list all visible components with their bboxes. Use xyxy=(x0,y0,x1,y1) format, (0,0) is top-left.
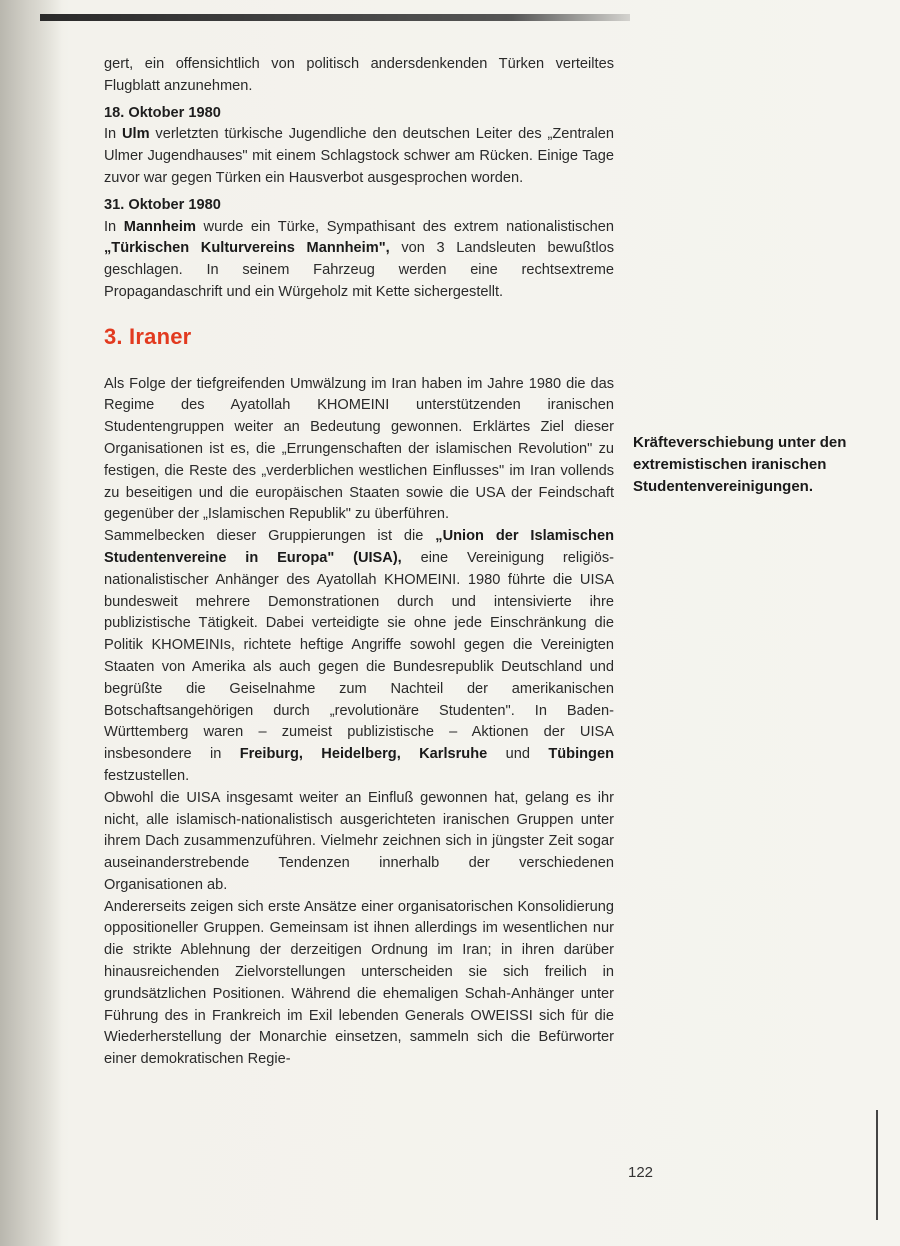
page-edge-line xyxy=(876,1110,878,1220)
organization-uisa: „Union der Islamischen Studentenvereine in Europa" (UISA), xyxy=(104,528,614,566)
entry-date-2: 31. Oktober 1980 xyxy=(104,196,221,213)
body-paragraph-4: Andererseits zeigen sich erste Ansätze einer organisatorischen Konsolidierung oppositioneller Gruppen. Gemeinsam ist ihnen allerdings im wesentlichen nur die strikte Ablehnung der derzeitigen Ordnung im Iran; in ihren darüber hinausreichenden Zielvorstellungen unterscheiden sie sich freilich in grundsätzlichen Positionen. Während die ehemaligen Schah-Anhänger unter Führung des in Frankreich im Exil lebenden Generals OWEISSI sich für die Wiederherstellung der Monarchie einsetzen, sammeln sich die Befürworter einer demokratischen Regie- xyxy=(104,898,614,1068)
section-heading: 3. Iraner xyxy=(104,323,192,349)
city-tuebingen: Tübingen xyxy=(548,746,614,763)
body-paragraph-3: Obwohl die UISA insgesamt weiter an Einfluß gewonnen hat, gelang es ihr nicht, alle islamisch-nationalistisch ausgerichteten iranischen Gruppen unter ihrem Dach zusammenzuführen. Vielmehr zeichnen sich in jüngster Zeit sogar auseinanderstrebende Tendenzen innerhalb der verschiedenen Organisationen ab. xyxy=(104,789,614,893)
book-spine-shadow xyxy=(0,0,62,1246)
margin-note: Kräfteverschiebung unter den extremistischen iranischen Studentenvereinigungen. xyxy=(633,434,847,495)
top-rule xyxy=(40,14,630,21)
city-ulm: Ulm xyxy=(122,126,150,143)
intro-paragraph: gert, ein offensichtlich von politisch andersdenkenden Türken verteiltes Flugblatt anzunehmen. xyxy=(104,56,614,94)
body-paragraph-1: Als Folge der tiefgreifenden Umwälzung im Iran haben im Jahre 1980 die das Regime des Ayatollah KHOMEINI unterstützenden iranischen Studentengruppen weiter an Bedeutung gewonnen. Erklärtes Ziel dieser Organisationen ist es, die „Errungenschaften der islamischen Revolution" zu festigen, die Reste des „verderblichen westlichen Einflusses" im Iran vollends zu beseitigen und die europäischen Staaten sowie die USA der Feindschaft gegenüber der „Islamischen Republik" zu überführen. xyxy=(104,375,614,523)
page-number: 122 xyxy=(628,1164,654,1181)
city-mannheim: Mannheim xyxy=(123,218,196,235)
cities-list: Freiburg, Heidelberg, Karlsruhe xyxy=(239,746,488,763)
organization-name: „Türkischen Kulturvereins Mannheim", xyxy=(104,240,390,257)
entry-paragraph-1: In Ulm verletzten türkische Jugendliche den deutschen Leiter des „Zentralen Ulmer Jugendhauses" mit einem Schlagstock schwer am Rücken. Einige Tage zuvor war gegen Türken ein Hausverbot ausgesprochen worden. xyxy=(104,126,614,186)
body-paragraph-2: Sammelbecken dieser Gruppierungen ist die „Union der Islamischen Studentenvereine in Europa" (UISA), eine Vereinigung religiös-nationalistischer Anhänger des Ayatollah KHOMEINI. 1980 führte die UISA bundesweit mehrere Demonstrationen durch und intensivierte ihre publizistische Tätigkeit. Dabei verteidigte sie ohne jede Einschränkung die Politik KHOMEINIs, richtete heftige Angriffe sowohl gegen die Vereinigten Staaten von Amerika als auch gegen die Bundesrepublik Deutschland und begrüßte die Geiselnahme zum Nachteil der amerikanischen Botschaftsangehörigen durch „revolutionäre Studenten". In Baden-Württemberg waren – zumeist publizistische – Aktionen der UISA insbesondere in Freiburg, Heidelberg, Karlsruhe und Tübingen festzustellen. xyxy=(104,528,614,784)
entry-date-1: 18. Oktober 1980 xyxy=(104,104,221,121)
main-text-column xyxy=(104,54,614,1071)
entry-paragraph-2: In Mannheim wurde ein Türke, Sympathisant des extrem nationalistischen „Türkischen Kulturvereins Mannheim", von 3 Landsleuten bewußtlos geschlagen. In seinem Fahrzeug werden eine rechtsextreme Propagandaschrift und ein Würgeholz mit Kette sichergestellt. xyxy=(104,218,614,300)
